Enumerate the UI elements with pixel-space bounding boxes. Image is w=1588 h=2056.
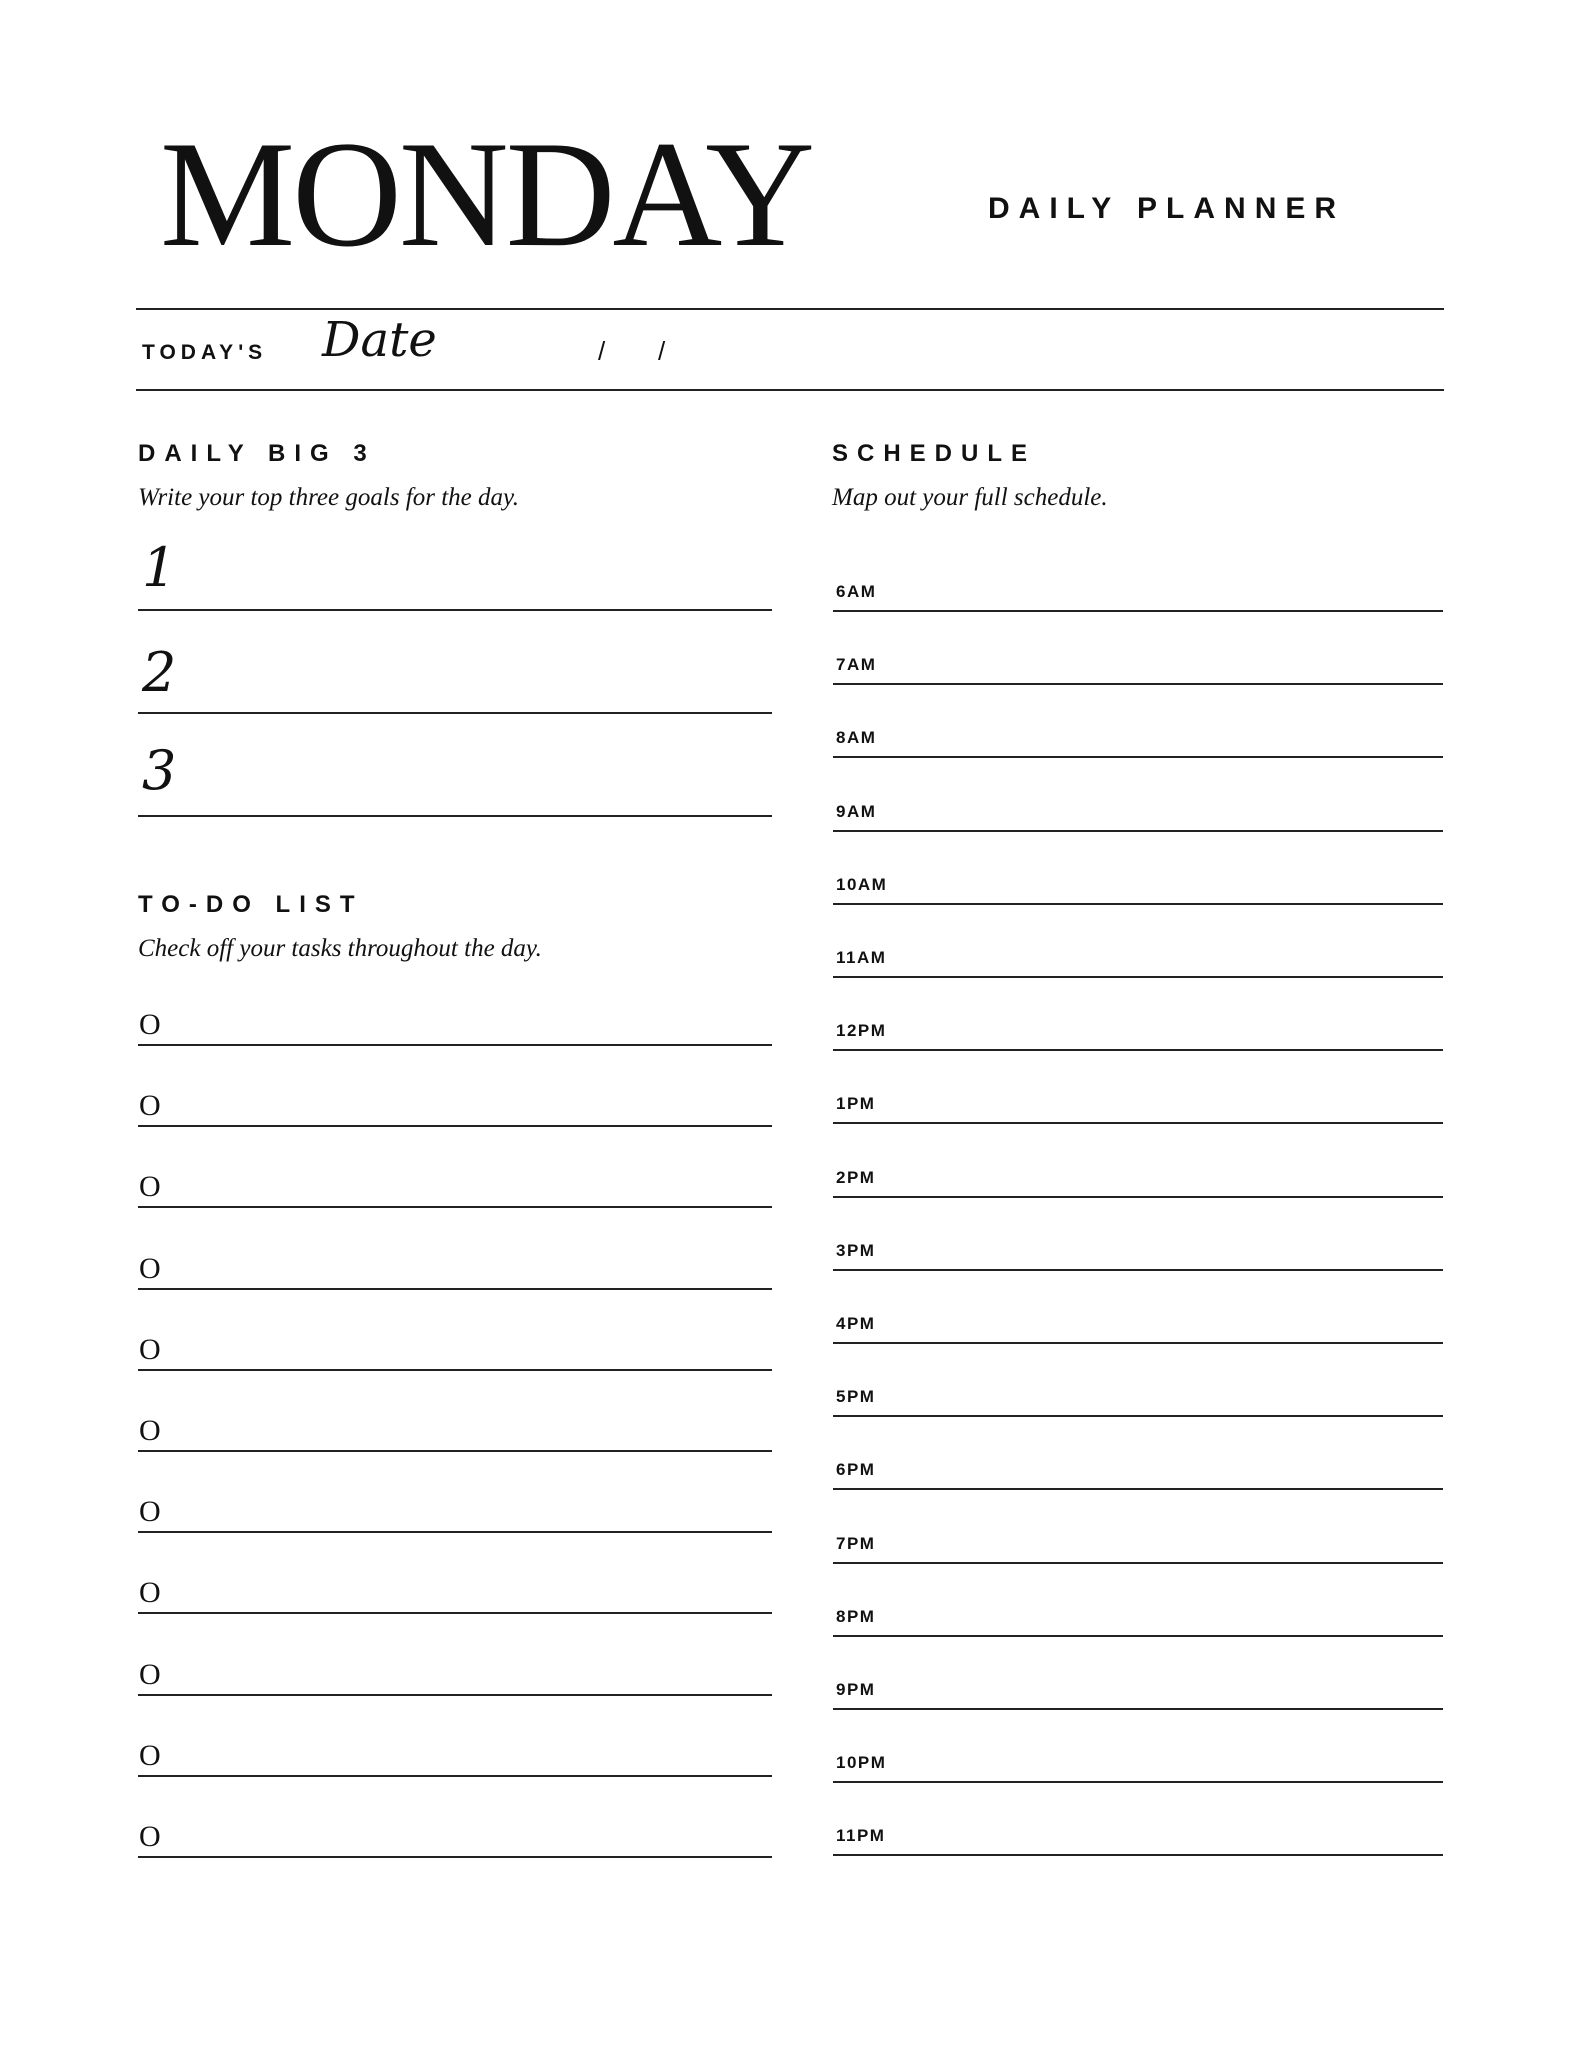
schedule-slot[interactable]: [833, 1733, 1443, 1783]
todo-write-line: [138, 1044, 772, 1046]
todo-item[interactable]: [138, 1473, 772, 1533]
todo-item[interactable]: [138, 1636, 772, 1696]
schedule-time-label: 11AM: [836, 948, 887, 967]
todo-checkbox[interactable]: O: [139, 1008, 161, 1041]
date-top-rule: [136, 308, 1444, 310]
schedule-time-label: 11PM: [836, 1826, 886, 1846]
big3-write-line: [138, 609, 772, 611]
schedule-time-label: 3PM: [836, 1240, 876, 1260]
todo-write-line: [138, 1288, 772, 1290]
schedule-time-label: 2PM: [836, 1167, 876, 1187]
schedule-slot[interactable]: [833, 855, 1443, 905]
schedule-heading: SCHEDULE: [832, 440, 1037, 467]
date-script-word: Date: [322, 312, 437, 368]
planner-title: DAILY PLANNER: [988, 192, 1346, 225]
schedule-write-line: [833, 756, 1443, 758]
todo-subtitle: Check off your tasks throughout the day.: [138, 935, 542, 962]
schedule-write-line: [833, 1122, 1443, 1124]
schedule-time-label: 6PM: [836, 1460, 876, 1480]
schedule-slot[interactable]: [833, 562, 1443, 612]
schedule-time-label: 6AM: [836, 582, 877, 601]
schedule-slot[interactable]: [833, 1221, 1443, 1271]
todo-item[interactable]: [138, 1717, 772, 1777]
todo-heading: TO-DO LIST: [138, 891, 364, 918]
schedule-write-line: [833, 1708, 1443, 1710]
schedule-write-line: [833, 1415, 1443, 1417]
schedule-time-label: 8PM: [836, 1606, 876, 1626]
date-bottom-rule: [136, 389, 1444, 391]
schedule-write-line: [833, 903, 1443, 905]
schedule-time-label: 10AM: [836, 874, 888, 894]
big3-subtitle: Write your top three goals for the day.: [138, 484, 519, 511]
schedule-write-line: [833, 1342, 1443, 1344]
schedule-write-line: [833, 1854, 1443, 1856]
big3-number: 3: [142, 739, 177, 802]
todo-write-line: [138, 1694, 772, 1696]
schedule-write-line: [833, 1049, 1443, 1051]
todo-item[interactable]: [138, 1392, 772, 1452]
schedule-time-label: 4PM: [836, 1314, 876, 1333]
schedule-time-label: 10PM: [836, 1753, 887, 1773]
date-label: TODAY'S: [142, 341, 268, 364]
schedule-write-line: [833, 976, 1443, 978]
todo-checkbox[interactable]: O: [139, 1657, 161, 1691]
schedule-time-label: 1PM: [836, 1094, 876, 1114]
schedule-slot[interactable]: [833, 1074, 1443, 1124]
schedule-slot[interactable]: [833, 1806, 1443, 1856]
schedule-write-line: [833, 830, 1443, 832]
schedule-time-label: 12PM: [836, 1021, 887, 1041]
day-title: MONDAY: [160, 110, 813, 278]
big3-number: 2: [142, 641, 177, 704]
schedule-slot[interactable]: [833, 782, 1443, 832]
todo-write-line: [138, 1450, 772, 1452]
schedule-time-label: 7PM: [836, 1533, 876, 1553]
todo-checkbox[interactable]: O: [139, 1414, 161, 1447]
todo-checkbox[interactable]: O: [139, 1089, 161, 1123]
todo-checkbox[interactable]: O: [139, 1251, 161, 1285]
todo-checkbox[interactable]: O: [139, 1332, 161, 1366]
schedule-write-line: [833, 1269, 1443, 1271]
schedule-slot[interactable]: [833, 1660, 1443, 1710]
todo-item[interactable]: [138, 1148, 772, 1208]
schedule-slot[interactable]: [833, 1148, 1443, 1198]
todo-write-line: [138, 1125, 772, 1127]
big3-heading: DAILY BIG 3: [138, 440, 376, 467]
todo-write-line: [138, 1531, 772, 1533]
date-field[interactable]: [440, 312, 1440, 388]
schedule-time-label: 9PM: [836, 1680, 876, 1699]
todo-item[interactable]: [138, 1554, 772, 1614]
todo-item[interactable]: [138, 1230, 772, 1290]
schedule-write-line: [833, 1196, 1443, 1198]
todo-checkbox[interactable]: O: [139, 1170, 161, 1204]
todo-checkbox[interactable]: O: [139, 1738, 161, 1772]
todo-write-line: [138, 1369, 772, 1371]
schedule-time-label: 9AM: [836, 801, 877, 821]
schedule-slot[interactable]: [833, 1367, 1443, 1417]
todo-item[interactable]: [138, 1311, 772, 1371]
schedule-time-label: 5PM: [836, 1387, 876, 1407]
schedule-time-label: 7AM: [836, 655, 877, 675]
schedule-time-label: 8AM: [836, 728, 877, 748]
schedule-slot[interactable]: [833, 635, 1443, 685]
schedule-slot[interactable]: [833, 928, 1443, 978]
todo-write-line: [138, 1775, 772, 1777]
schedule-slot[interactable]: [833, 1587, 1443, 1637]
schedule-slot[interactable]: [833, 1001, 1443, 1051]
todo-checkbox[interactable]: O: [139, 1576, 161, 1610]
schedule-slot[interactable]: [833, 1514, 1443, 1564]
schedule-write-line: [833, 1781, 1443, 1783]
todo-write-line: [138, 1856, 772, 1858]
schedule-subtitle: Map out your full schedule.: [832, 484, 1108, 511]
schedule-write-line: [833, 683, 1443, 685]
big3-number: 1: [142, 536, 177, 599]
todo-checkbox[interactable]: O: [139, 1495, 161, 1529]
todo-write-line: [138, 1612, 772, 1614]
todo-item[interactable]: [138, 1067, 772, 1127]
date-slash-2: /: [658, 336, 666, 366]
todo-write-line: [138, 1206, 772, 1208]
todo-checkbox[interactable]: O: [139, 1820, 161, 1853]
big3-write-line: [138, 815, 772, 817]
schedule-slot[interactable]: [833, 1294, 1443, 1344]
schedule-slot[interactable]: [833, 708, 1443, 758]
todo-item[interactable]: [138, 1798, 772, 1858]
todo-item[interactable]: [138, 986, 772, 1046]
date-slash-1: /: [598, 336, 606, 366]
schedule-write-line: [833, 610, 1443, 612]
big3-write-line: [138, 712, 772, 714]
schedule-write-line: [833, 1635, 1443, 1637]
schedule-write-line: [833, 1562, 1443, 1564]
schedule-slot[interactable]: [833, 1440, 1443, 1490]
schedule-write-line: [833, 1488, 1443, 1490]
